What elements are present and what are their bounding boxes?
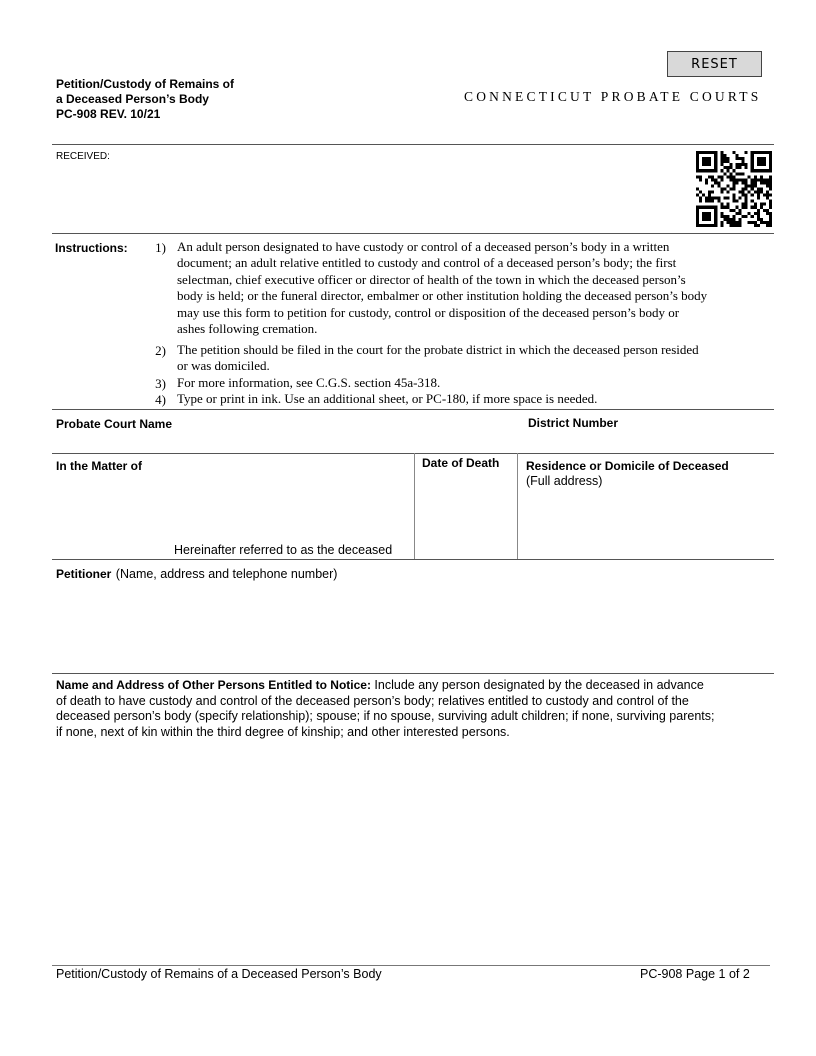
divider — [517, 453, 518, 559]
divider — [52, 233, 774, 234]
other-persons-text: if none, next of kin within the third degree of kinship; and other interested persons. — [56, 724, 510, 739]
petitioner-hint: (Name, address and telephone number) — [115, 567, 338, 581]
form-title-line2: a Deceased Person’s Body — [56, 92, 209, 106]
qr-code-icon — [696, 151, 772, 227]
received-label: RECEIVED: — [56, 151, 110, 162]
instruction-text: Type or print in ink. Use an additional sheet, or PC-180, if more space is needed. — [177, 391, 598, 406]
other-persons-text: of death to have custody and control of the deceased person’s body; relatives entitled to custody and control of the — [56, 693, 689, 708]
hereinafter-label: Hereinafter referred to as the deceased — [174, 543, 393, 557]
divider — [52, 673, 774, 674]
instruction-number: 1) — [155, 240, 166, 255]
in-the-matter-of-label: In the Matter of — [56, 459, 142, 473]
instruction-text: An adult person designated to have custody or control of a deceased person’s body in a written — [177, 239, 670, 254]
other-persons-text: Include any person designated by the deceased in advance — [370, 678, 704, 692]
instruction-text: For more information, see C.G.S. section 45a-318. — [177, 375, 441, 390]
residence-hint: (Full address) — [526, 474, 603, 488]
form-title — [56, 77, 234, 122]
instruction-number: 3) — [155, 376, 166, 391]
form-title-line1: Petition/Custody of Remains of — [56, 77, 235, 91]
footer-title: Petition/Custody of Remains of a Deceased Person’s Body — [56, 967, 382, 981]
divider — [52, 144, 774, 145]
divider — [52, 559, 774, 560]
divider — [52, 453, 774, 454]
form-number: PC-908 REV. 10/21 — [56, 107, 161, 121]
instruction-text: The petition should be filed in the court for the probate district in which the deceased person resided — [177, 342, 699, 357]
divider — [414, 453, 415, 559]
probate-court-name-label: Probate Court Name — [56, 417, 173, 431]
petitioner-field — [56, 565, 337, 583]
instruction-text: body is held; or the funeral director, embalmer or other institution holding the deceased person’s body — [177, 288, 708, 304]
instruction-text: selectman, chief executive officer or director of health of the town in which the deceased person’s — [177, 271, 686, 287]
court-name: CONNECTICUT PROBATE COURTS — [464, 89, 762, 104]
instruction-text: may use this form to petition for custody, control or disposition of the deceased person’s body or — [177, 304, 680, 320]
instruction-text: or was domiciled. — [177, 358, 270, 374]
other-persons-section — [56, 678, 771, 740]
instruction-text: ashes following cremation. — [177, 321, 318, 336]
other-persons-label: Name and Address of Other Persons Entitled to Notice: — [56, 678, 371, 692]
divider — [52, 965, 770, 966]
petitioner-label: Petitioner — [56, 567, 112, 581]
reset-button[interactable]: RESET — [667, 51, 762, 77]
other-persons-text: deceased person’s body (specify relationship); spouse; if no spouse, surviving adult children; if none, surviving parents; — [56, 709, 715, 723]
residence-label: Residence or Domicile of Deceased — [526, 459, 729, 473]
instructions-label: Instructions: — [55, 241, 128, 255]
instruction-number: 4) — [155, 392, 166, 407]
date-of-death-label: Date of Death — [422, 456, 500, 470]
divider — [52, 409, 774, 410]
instruction-text: document; an adult relative entitled to custody and control of a deceased person’s body; the first — [177, 255, 677, 271]
district-number-label: District Number — [528, 416, 619, 430]
footer-page-number: PC-908 Page 1 of 2 — [640, 967, 750, 981]
instruction-number: 2) — [155, 343, 166, 358]
